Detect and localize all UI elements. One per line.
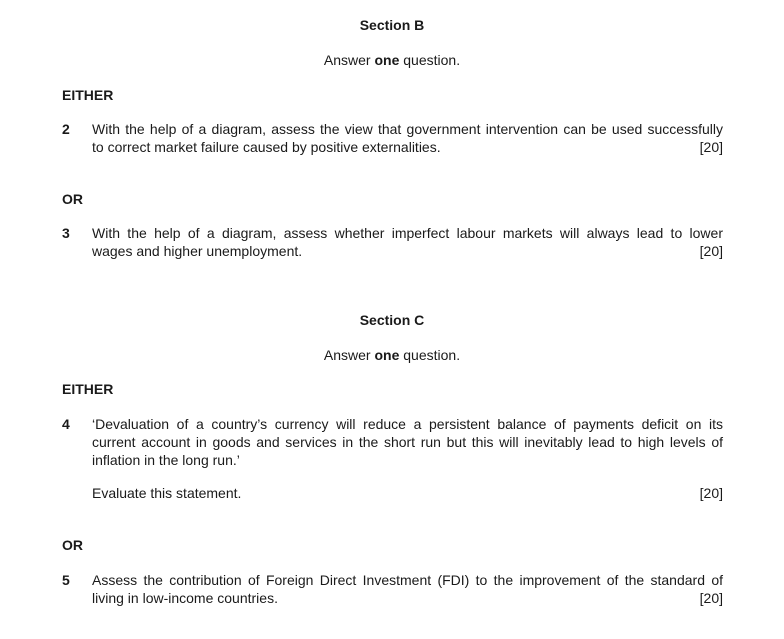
question-3-line-2: wages and higher unemployment. [92,243,303,259]
question-2-last-line [92,138,723,156]
section-b-either-label: EITHER [62,87,114,103]
question-5-last-line [92,589,723,607]
question-2-line-2: to correct market failure caused by positive externalities. [92,139,441,155]
question-2-line-1: With the help of a diagram, assess the view that government intervention can be used successfully [92,121,723,137]
section-b-or-label: OR [62,191,83,207]
question-2-text [92,120,723,156]
question-2-marks: [20] [699,139,723,155]
section-b-heading: Section B [359,17,425,33]
question-4-line-1: ‘Devaluation of a country’s currency will reduce a persistent balance of payments deficit on its [92,416,723,432]
question-5-number: 5 [62,572,70,588]
section-c-heading: Section C [359,312,425,328]
question-4-evaluate: Evaluate this statement. [92,485,242,501]
question-5-text [92,571,723,607]
question-3-line-1: With the help of a diagram, assess whether imperfect labour markets will always lead to lower [92,225,723,241]
question-4-number: 4 [62,416,70,432]
question-4-line-3: inflation in the long run.’ [92,452,240,468]
section-c-instruction: Answer one question. [323,347,461,363]
question-5-line-1: Assess the contribution of Foreign Direct Investment (FDI) to the improvement of the standard of [92,572,723,588]
question-4-text [92,415,723,469]
section-c-or-label: OR [62,537,83,553]
question-4-marks: [20] [699,485,723,501]
question-3-number: 3 [62,225,70,241]
section-c-either-label: EITHER [62,381,114,397]
question-5-marks: [20] [699,590,723,606]
question-4-line-2: current account in goods and services in the short run but this will inevitably lead to high levels of [92,434,723,450]
question-2-number: 2 [62,121,70,137]
question-3-text [92,224,723,260]
section-b-instruction: Answer one question. [323,52,461,68]
question-3-marks: [20] [699,243,723,259]
question-5-line-2: living in low-income countries. [92,590,278,606]
question-3-last-line [92,242,723,260]
question-4-evaluate-row [92,484,723,502]
